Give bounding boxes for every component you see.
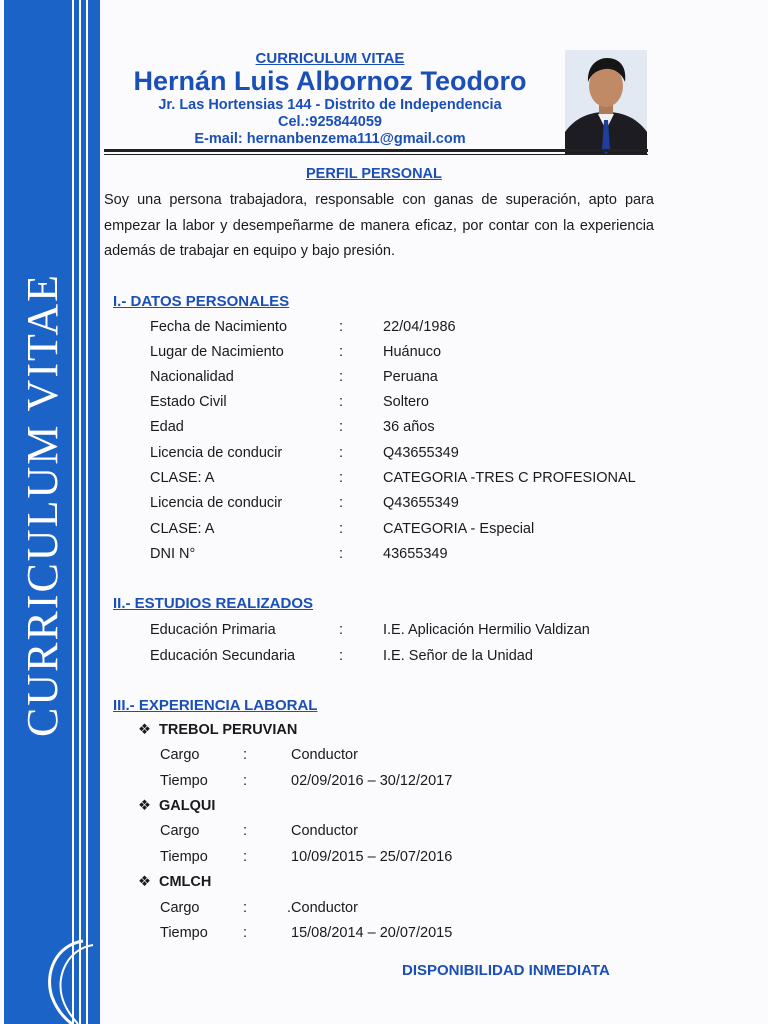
phone: Cel.:925844059 xyxy=(278,114,382,130)
datos-sep: : xyxy=(339,470,344,486)
job-company xyxy=(138,874,211,890)
header-label: CURRICULUM VITAE xyxy=(255,50,405,67)
header-divider-thin xyxy=(104,154,648,155)
datos-value: Soltero xyxy=(383,394,429,410)
sidebar-stripe xyxy=(79,0,81,1024)
sidebar-vertical-title: CURRICULUM VITAE xyxy=(18,273,67,738)
datos-value: CATEGORIA - Especial xyxy=(383,521,535,537)
job-tiempo: 10/09/2015 – 25/07/2016 xyxy=(291,849,453,865)
estudios-value: I.E. Señor de la Unidad xyxy=(383,648,533,664)
job-cargo-sep: : xyxy=(243,823,248,839)
datos-sep: : xyxy=(339,319,344,335)
job-tiempo-label: Tiempo xyxy=(160,925,208,941)
candidate-name: Hernán Luis Albornoz Teodoro xyxy=(133,66,527,96)
job-cargo-label: Cargo xyxy=(160,900,200,916)
job-tiempo-sep: : xyxy=(243,925,248,941)
estudios-label: Educación Primaria xyxy=(150,622,276,638)
diamond-bullet-icon: ❖ xyxy=(138,874,151,890)
datos-sep: : xyxy=(339,369,344,385)
job-company-name: TREBOL PERUVIAN xyxy=(159,722,298,738)
datos-title: I.- DATOS PERSONALES xyxy=(113,293,290,310)
datos-label: Lugar de Nacimiento xyxy=(150,344,284,360)
datos-label: DNI N° xyxy=(150,546,196,562)
job-cargo-label: Cargo xyxy=(160,747,200,763)
datos-label: Licencia de conducir xyxy=(150,445,283,461)
datos-sep: : xyxy=(339,419,344,435)
swirl-ornament-icon xyxy=(38,935,108,1024)
estudios-label: Educación Secundaria xyxy=(150,648,296,664)
experiencia-title: III.- EXPERIENCIA LABORAL xyxy=(113,697,318,714)
job-company-name: CMLCH xyxy=(159,874,212,890)
datos-label: Fecha de Nacimiento xyxy=(150,319,288,335)
datos-label: CLASE: A xyxy=(150,521,215,537)
job-tiempo-label: Tiempo xyxy=(160,849,208,865)
datos-sep: : xyxy=(339,445,344,461)
portrait-icon xyxy=(565,50,647,154)
job-company-name: GALQUI xyxy=(159,798,216,814)
job-cargo-sep: : xyxy=(243,900,248,916)
estudios-value: I.E. Aplicación Hermilio Valdizan xyxy=(383,622,590,638)
datos-value: Q43655349 xyxy=(383,495,459,511)
job-cargo-sep: : xyxy=(243,747,248,763)
job-company xyxy=(138,798,215,814)
perfil-text: Soy una persona trabajadora, responsable con ganas de superación, apto para empezar la labor y desempeñarme de manera eficaz, por contar con la experiencia además de trabajar en equipo y bajo presión. xyxy=(104,192,654,259)
datos-value: Peruana xyxy=(383,369,438,385)
profile-photo xyxy=(565,50,647,154)
job-cargo: .Conductor xyxy=(287,900,358,916)
sidebar-stripe xyxy=(86,0,88,1024)
estudios-sep: : xyxy=(339,648,344,664)
job-tiempo: 02/09/2016 – 30/12/2017 xyxy=(291,773,453,789)
job-cargo-label: Cargo xyxy=(160,823,200,839)
datos-sep: : xyxy=(339,546,344,562)
job-cargo: Conductor xyxy=(291,823,358,839)
datos-value: 22/04/1986 xyxy=(383,319,456,335)
datos-sep: : xyxy=(339,495,344,511)
datos-value: 36 años xyxy=(383,419,435,435)
datos-value: 43655349 xyxy=(383,546,448,562)
job-tiempo-sep: : xyxy=(243,773,248,789)
job-tiempo-label: Tiempo xyxy=(160,773,208,789)
datos-label: Nacionalidad xyxy=(150,369,234,385)
datos-value: CATEGORIA -TRES C PROFESIONAL xyxy=(383,470,636,486)
datos-sep: : xyxy=(339,521,344,537)
job-cargo: Conductor xyxy=(291,747,358,763)
datos-value: Huánuco xyxy=(383,344,442,360)
datos-value: Q43655349 xyxy=(383,445,459,461)
sidebar-stripe xyxy=(72,0,74,1024)
disponibilidad-banner: DISPONIBILIDAD INMEDIATA xyxy=(402,962,610,979)
sidebar-band xyxy=(4,0,100,1024)
address: Jr. Las Hortensias 144 - Distrito de Independencia xyxy=(158,97,502,113)
datos-label: CLASE: A xyxy=(150,470,215,486)
email: E-mail: hernanbenzema111@gmail.com xyxy=(194,131,466,147)
diamond-bullet-icon: ❖ xyxy=(138,722,151,738)
header-divider xyxy=(104,149,648,152)
job-tiempo: 15/08/2014 – 20/07/2015 xyxy=(291,925,453,941)
perfil-title: PERFIL PERSONAL xyxy=(306,166,442,182)
datos-sep: : xyxy=(339,394,344,410)
estudios-title: II.- ESTUDIOS REALIZADOS xyxy=(113,595,314,612)
estudios-sep: : xyxy=(339,622,344,638)
job-tiempo-sep: : xyxy=(243,849,248,865)
diamond-bullet-icon: ❖ xyxy=(138,798,151,814)
job-company xyxy=(138,722,297,738)
datos-label: Estado Civil xyxy=(150,394,227,410)
datos-sep: : xyxy=(339,344,344,360)
datos-label: Licencia de conducir xyxy=(150,495,283,511)
datos-label: Edad xyxy=(150,419,184,435)
